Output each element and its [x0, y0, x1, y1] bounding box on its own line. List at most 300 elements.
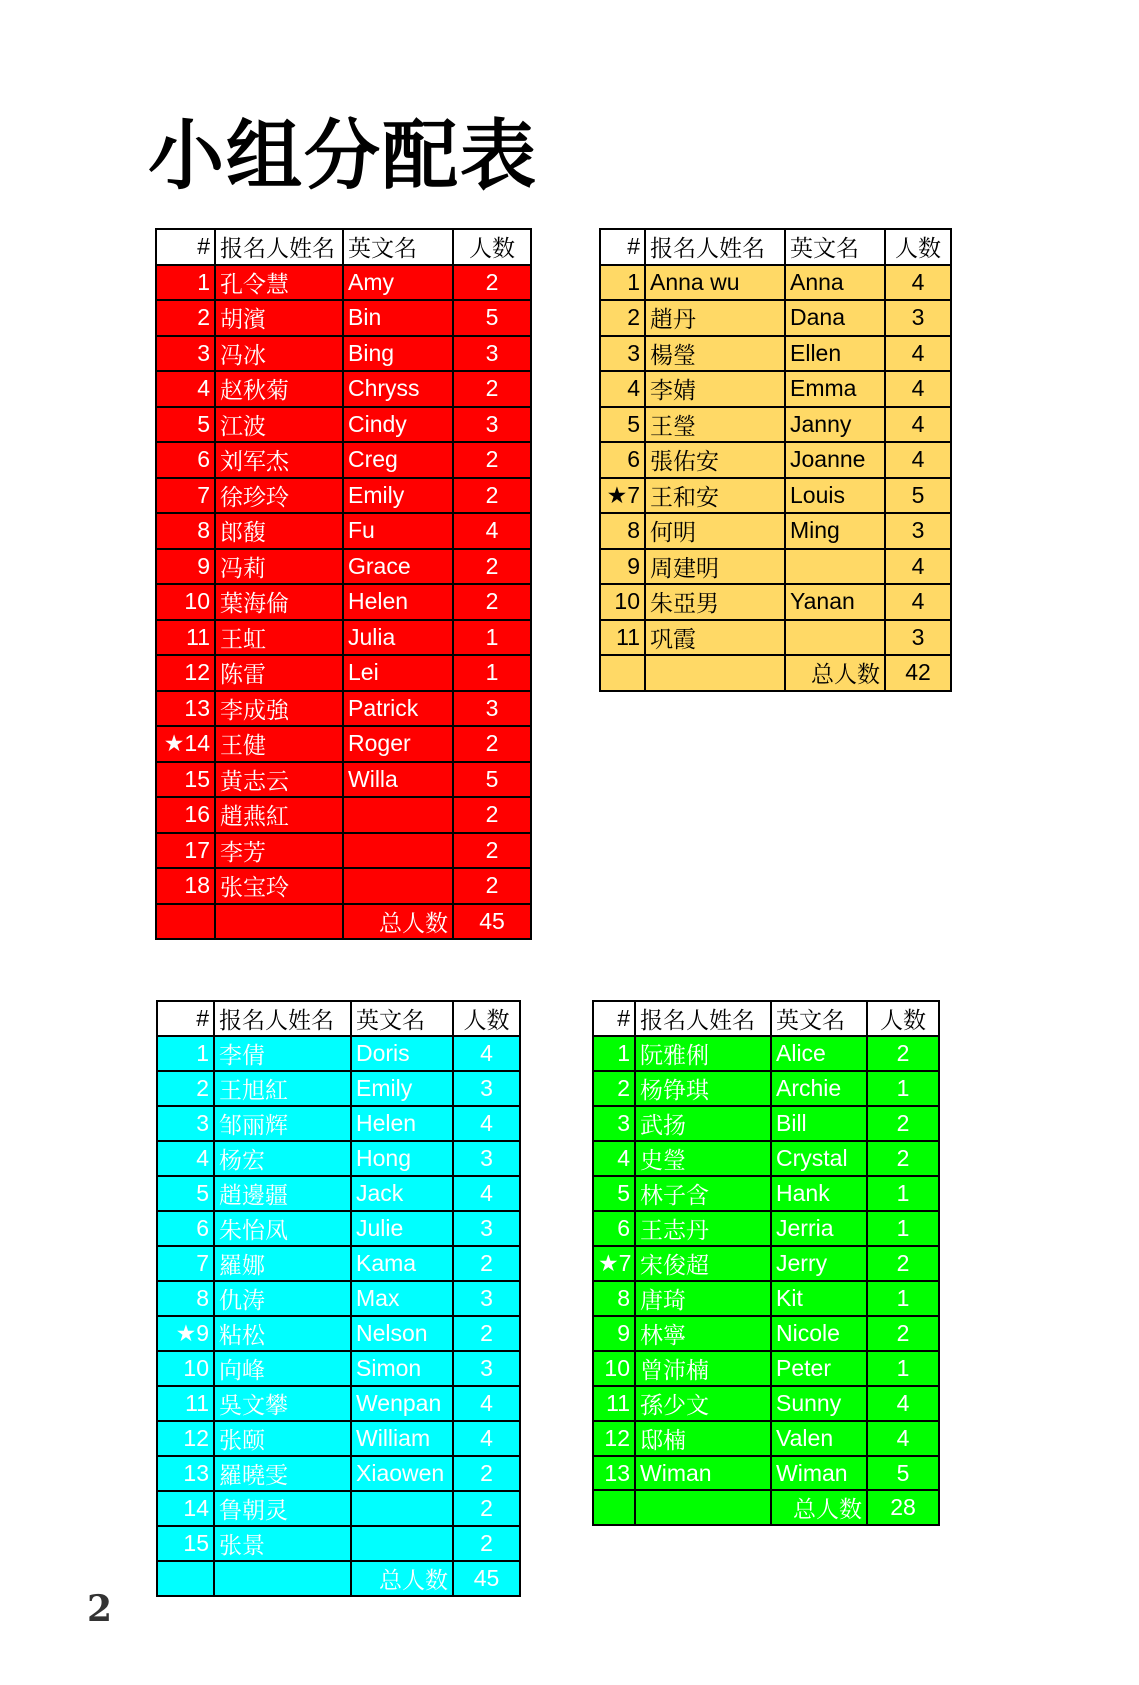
- header-count: 人数: [453, 1001, 520, 1036]
- people-count: 2: [453, 833, 531, 869]
- table-header-row: [156, 229, 531, 265]
- table-row: [600, 300, 951, 336]
- total-empty-cell: [214, 1561, 351, 1596]
- english-name: Alice: [771, 1036, 867, 1071]
- english-name: Yanan: [785, 584, 885, 620]
- row-number: 6: [600, 442, 645, 478]
- registrant-name: 李倩: [214, 1036, 351, 1071]
- english-name: Nelson: [351, 1316, 453, 1351]
- people-count: 2: [453, 584, 531, 620]
- registrant-name: 王健: [215, 726, 343, 762]
- english-name: Lei: [343, 655, 453, 691]
- english-name: Emma: [785, 371, 885, 407]
- registrant-name: 粘松: [214, 1316, 351, 1351]
- english-name: Hank: [771, 1176, 867, 1211]
- registrant-name: 林子含: [635, 1176, 771, 1211]
- registrant-name: 李成強: [215, 691, 343, 727]
- people-count: 4: [453, 1421, 520, 1456]
- english-name: Helen: [351, 1106, 453, 1141]
- people-count: 3: [453, 691, 531, 727]
- english-name: Xiaowen: [351, 1456, 453, 1491]
- people-count: 3: [885, 513, 951, 549]
- table-row: [593, 1351, 939, 1386]
- row-number: 9: [156, 549, 215, 585]
- table-row: [593, 1211, 939, 1246]
- total-empty-cell: [215, 904, 343, 940]
- row-number: 8: [600, 513, 645, 549]
- english-name: Helen: [343, 584, 453, 620]
- english-name: Louis: [785, 478, 885, 514]
- group-table-red: [155, 228, 532, 940]
- total-count: 45: [453, 1561, 520, 1596]
- english-name: [343, 797, 453, 833]
- people-count: 4: [885, 442, 951, 478]
- row-number: 12: [593, 1421, 635, 1456]
- people-count: 4: [453, 1386, 520, 1421]
- people-count: 2: [453, 1316, 520, 1351]
- table-row: [156, 833, 531, 869]
- row-number: 9: [593, 1316, 635, 1351]
- row-number: 10: [157, 1351, 214, 1386]
- row-number: 1: [156, 265, 215, 301]
- registrant-name: 王瑩: [645, 407, 785, 443]
- english-name: Chryss: [343, 371, 453, 407]
- registrant-name: 邸楠: [635, 1421, 771, 1456]
- people-count: 2: [453, 549, 531, 585]
- people-count: 1: [867, 1281, 939, 1316]
- english-name: Simon: [351, 1351, 453, 1386]
- row-number: 16: [156, 797, 215, 833]
- table-row: [156, 762, 531, 798]
- total-row: [593, 1490, 939, 1525]
- english-name: Hong: [351, 1141, 453, 1176]
- header-english: 英文名: [771, 1001, 867, 1036]
- people-count: 4: [885, 371, 951, 407]
- registrant-name: 阮雅俐: [635, 1036, 771, 1071]
- row-number: 1: [593, 1036, 635, 1071]
- table-row: [157, 1071, 520, 1106]
- row-number: 13: [593, 1456, 635, 1490]
- people-count: 3: [453, 1351, 520, 1386]
- table-row: [593, 1106, 939, 1141]
- english-name: Willa: [343, 762, 453, 798]
- english-name: [343, 868, 453, 904]
- table-row: [157, 1036, 520, 1071]
- people-count: 4: [453, 513, 531, 549]
- people-count: 4: [885, 407, 951, 443]
- group-table-yellow: [599, 228, 952, 692]
- row-number: 3: [600, 336, 645, 372]
- people-count: 5: [453, 762, 531, 798]
- english-name: Emily: [343, 478, 453, 514]
- english-name: Cindy: [343, 407, 453, 443]
- people-count: 2: [453, 371, 531, 407]
- table-row: [593, 1281, 939, 1316]
- table-row: [156, 797, 531, 833]
- english-name: Jack: [351, 1176, 453, 1211]
- english-name: Nicole: [771, 1316, 867, 1351]
- header-name: 报名人姓名: [214, 1001, 351, 1036]
- row-number: 5: [600, 407, 645, 443]
- registrant-name: 楊瑩: [645, 336, 785, 372]
- people-count: 1: [867, 1211, 939, 1246]
- registrant-name: 趙邊疆: [214, 1176, 351, 1211]
- row-number: 9: [600, 549, 645, 585]
- table-row: [157, 1491, 520, 1526]
- table-row: [593, 1246, 939, 1281]
- people-count: 1: [867, 1071, 939, 1106]
- row-number: 12: [157, 1421, 214, 1456]
- english-name: Julie: [351, 1211, 453, 1246]
- header-count: 人数: [885, 229, 951, 265]
- registrant-name: 吳文攀: [214, 1386, 351, 1421]
- registrant-name: 胡濱: [215, 300, 343, 336]
- table-row: [156, 336, 531, 372]
- people-count: 5: [867, 1456, 939, 1490]
- row-number: 10: [600, 584, 645, 620]
- people-count: 2: [867, 1246, 939, 1281]
- total-empty-cell: [156, 904, 215, 940]
- table-row: [593, 1176, 939, 1211]
- header-num: #: [156, 229, 215, 265]
- registrant-name: 张宝玲: [215, 868, 343, 904]
- english-name: Grace: [343, 549, 453, 585]
- people-count: 3: [453, 1071, 520, 1106]
- registrant-name: 張佑安: [645, 442, 785, 478]
- english-name: Emily: [351, 1071, 453, 1106]
- row-number: 14: [157, 1491, 214, 1526]
- english-name: [343, 833, 453, 869]
- registrant-name: 趙燕紅: [215, 797, 343, 833]
- registrant-name: Anna wu: [645, 265, 785, 301]
- english-name: Joanne: [785, 442, 885, 478]
- english-name: Sunny: [771, 1386, 867, 1421]
- registrant-name: 武扬: [635, 1106, 771, 1141]
- table-row: [593, 1316, 939, 1351]
- english-name: Crystal: [771, 1141, 867, 1176]
- row-number: 5: [157, 1176, 214, 1211]
- table-row: [600, 478, 951, 514]
- table-row: [157, 1211, 520, 1246]
- row-number: 10: [156, 584, 215, 620]
- row-number: 2: [600, 300, 645, 336]
- registrant-name: 孔令慧: [215, 265, 343, 301]
- total-empty-cell: [635, 1490, 771, 1525]
- row-number: 4: [157, 1141, 214, 1176]
- people-count: 4: [885, 265, 951, 301]
- table-header-row: [600, 229, 951, 265]
- table-row: [600, 407, 951, 443]
- table-row: [157, 1386, 520, 1421]
- registrant-name: 黄志云: [215, 762, 343, 798]
- table-row: [156, 371, 531, 407]
- table-row: [156, 549, 531, 585]
- row-number: 7: [157, 1246, 214, 1281]
- registrant-name: 何明: [645, 513, 785, 549]
- table-row: [593, 1456, 939, 1490]
- total-count: 28: [867, 1490, 939, 1525]
- people-count: 2: [453, 442, 531, 478]
- table-row: [157, 1176, 520, 1211]
- header-english: 英文名: [351, 1001, 453, 1036]
- english-name: Julia: [343, 620, 453, 656]
- people-count: 3: [453, 1211, 520, 1246]
- people-count: 3: [885, 300, 951, 336]
- english-name: Anna: [785, 265, 885, 301]
- table-header-row: [157, 1001, 520, 1036]
- row-number: 7: [156, 478, 215, 514]
- row-number: 5: [593, 1176, 635, 1211]
- registrant-name: 冯冰: [215, 336, 343, 372]
- english-name: Peter: [771, 1351, 867, 1386]
- table-row: [156, 868, 531, 904]
- people-count: 2: [453, 1491, 520, 1526]
- english-name: Roger: [343, 726, 453, 762]
- table-row: [157, 1351, 520, 1386]
- table-row: [600, 371, 951, 407]
- header-num: #: [600, 229, 645, 265]
- people-count: 1: [453, 655, 531, 691]
- row-number: 10: [593, 1351, 635, 1386]
- table-row: [600, 513, 951, 549]
- people-count: 4: [867, 1386, 939, 1421]
- table-row: [156, 584, 531, 620]
- english-name: Kama: [351, 1246, 453, 1281]
- english-name: Fu: [343, 513, 453, 549]
- people-count: 4: [453, 1036, 520, 1071]
- english-name: Bill: [771, 1106, 867, 1141]
- row-number: 6: [156, 442, 215, 478]
- registrant-name: 鲁朝灵: [214, 1491, 351, 1526]
- registrant-name: 李芳: [215, 833, 343, 869]
- row-number: 17: [156, 833, 215, 869]
- row-number: 11: [600, 620, 645, 656]
- registrant-name: 陈雷: [215, 655, 343, 691]
- table-row: [600, 442, 951, 478]
- row-number: 2: [156, 300, 215, 336]
- english-name: William: [351, 1421, 453, 1456]
- row-number: 8: [156, 513, 215, 549]
- header-name: 报名人姓名: [635, 1001, 771, 1036]
- people-count: 3: [453, 336, 531, 372]
- people-count: 4: [885, 549, 951, 585]
- english-name: Creg: [343, 442, 453, 478]
- total-empty-cell: [593, 1490, 635, 1525]
- registrant-name: 李婧: [645, 371, 785, 407]
- people-count: 1: [867, 1351, 939, 1386]
- people-count: 3: [885, 620, 951, 656]
- people-count: 5: [885, 478, 951, 514]
- registrant-name: 冯莉: [215, 549, 343, 585]
- registrant-name: 徐珍玲: [215, 478, 343, 514]
- table-row: [593, 1421, 939, 1456]
- english-name: Jerria: [771, 1211, 867, 1246]
- table-row: [156, 620, 531, 656]
- total-count: 42: [885, 655, 951, 691]
- table-row: [157, 1316, 520, 1351]
- row-number: 3: [156, 336, 215, 372]
- group-table-cyan: [156, 1000, 521, 1597]
- registrant-name: Wiman: [635, 1456, 771, 1490]
- table-row: [157, 1281, 520, 1316]
- english-name: Wenpan: [351, 1386, 453, 1421]
- header-english: 英文名: [785, 229, 885, 265]
- page-number: 2: [87, 1588, 113, 1630]
- people-count: 4: [867, 1421, 939, 1456]
- table-row: [156, 300, 531, 336]
- registrant-name: 杨铮琪: [635, 1071, 771, 1106]
- people-count: 2: [867, 1141, 939, 1176]
- total-label: 总人数: [343, 904, 453, 940]
- page-title: 小组分配表: [148, 111, 538, 200]
- registrant-name: 向峰: [214, 1351, 351, 1386]
- registrant-name: 羅娜: [214, 1246, 351, 1281]
- people-count: 2: [453, 265, 531, 301]
- table-row: [593, 1071, 939, 1106]
- row-number: 13: [157, 1456, 214, 1491]
- total-empty-cell: [600, 655, 645, 691]
- registrant-name: 张景: [214, 1526, 351, 1561]
- total-count: 45: [453, 904, 531, 940]
- row-number: 2: [593, 1071, 635, 1106]
- people-count: 4: [885, 584, 951, 620]
- table-row: [156, 655, 531, 691]
- table-row: [157, 1421, 520, 1456]
- english-name: Kit: [771, 1281, 867, 1316]
- people-count: 2: [453, 1246, 520, 1281]
- english-name: Patrick: [343, 691, 453, 727]
- table-row: [156, 442, 531, 478]
- people-count: 2: [453, 1526, 520, 1561]
- registrant-name: 周建明: [645, 549, 785, 585]
- english-name: Max: [351, 1281, 453, 1316]
- english-name: Amy: [343, 265, 453, 301]
- table-row: [157, 1106, 520, 1141]
- table-row: [600, 620, 951, 656]
- english-name: Ming: [785, 513, 885, 549]
- people-count: 5: [453, 300, 531, 336]
- people-count: 2: [867, 1036, 939, 1071]
- english-name: Janny: [785, 407, 885, 443]
- registrant-name: 张颐: [214, 1421, 351, 1456]
- registrant-name: 趙丹: [645, 300, 785, 336]
- row-number: 1: [600, 265, 645, 301]
- people-count: 2: [867, 1316, 939, 1351]
- header-num: #: [157, 1001, 214, 1036]
- people-count: 4: [453, 1106, 520, 1141]
- table-row: [157, 1246, 520, 1281]
- group-table-green: [592, 1000, 940, 1526]
- row-number: 11: [593, 1386, 635, 1421]
- english-name: Doris: [351, 1036, 453, 1071]
- total-empty-cell: [645, 655, 785, 691]
- registrant-name: 王和安: [645, 478, 785, 514]
- row-number: 8: [593, 1281, 635, 1316]
- table-row: [156, 265, 531, 301]
- total-label: 总人数: [771, 1490, 867, 1525]
- registrant-name: 刘军杰: [215, 442, 343, 478]
- people-count: 2: [453, 868, 531, 904]
- row-number: 8: [157, 1281, 214, 1316]
- people-count: 2: [453, 478, 531, 514]
- table-header-row: [593, 1001, 939, 1036]
- english-name: Dana: [785, 300, 885, 336]
- row-number: 4: [156, 371, 215, 407]
- row-number: 15: [156, 762, 215, 798]
- table-row: [600, 549, 951, 585]
- registrant-name: 江波: [215, 407, 343, 443]
- row-number: 6: [593, 1211, 635, 1246]
- header-count: 人数: [453, 229, 531, 265]
- registrant-name: 曾沛楠: [635, 1351, 771, 1386]
- registrant-name: 邹丽辉: [214, 1106, 351, 1141]
- registrant-name: 林寧: [635, 1316, 771, 1351]
- table-row: [156, 691, 531, 727]
- english-name: Valen: [771, 1421, 867, 1456]
- people-count: 4: [453, 1176, 520, 1211]
- people-count: 3: [453, 1281, 520, 1316]
- registrant-name: 王旭紅: [214, 1071, 351, 1106]
- row-number: 4: [600, 371, 645, 407]
- registrant-name: 赵秋菊: [215, 371, 343, 407]
- registrant-name: 王虹: [215, 620, 343, 656]
- table-row: [600, 265, 951, 301]
- row-number: 11: [157, 1386, 214, 1421]
- english-name: Jerry: [771, 1246, 867, 1281]
- people-count: 2: [453, 1456, 520, 1491]
- table-row: [157, 1141, 520, 1176]
- total-row: [600, 655, 951, 691]
- total-label: 总人数: [785, 655, 885, 691]
- row-number: 3: [593, 1106, 635, 1141]
- people-count: 3: [453, 1141, 520, 1176]
- english-name: Bing: [343, 336, 453, 372]
- row-number: 4: [593, 1141, 635, 1176]
- registrant-name: 巩霞: [645, 620, 785, 656]
- header-name: 报名人姓名: [215, 229, 343, 265]
- table-row: [157, 1456, 520, 1491]
- row-number: 6: [157, 1211, 214, 1246]
- table-row: [593, 1141, 939, 1176]
- registrant-name: 宋俊超: [635, 1246, 771, 1281]
- table-row: [600, 336, 951, 372]
- total-row: [157, 1561, 520, 1596]
- table-row: [156, 407, 531, 443]
- header-english: 英文名: [343, 229, 453, 265]
- people-count: 1: [453, 620, 531, 656]
- english-name: [351, 1526, 453, 1561]
- registrant-name: 孫少文: [635, 1386, 771, 1421]
- registrant-name: 杨宏: [214, 1141, 351, 1176]
- people-count: 2: [453, 797, 531, 833]
- registrant-name: 朱怡凤: [214, 1211, 351, 1246]
- total-row: [156, 904, 531, 940]
- people-count: 2: [453, 726, 531, 762]
- table-row: [156, 478, 531, 514]
- people-count: 3: [453, 407, 531, 443]
- registrant-name: 郎馥: [215, 513, 343, 549]
- registrant-name: 羅曉雯: [214, 1456, 351, 1491]
- table-row: [593, 1386, 939, 1421]
- total-label: 总人数: [351, 1561, 453, 1596]
- row-number: 13: [156, 691, 215, 727]
- row-number: 18: [156, 868, 215, 904]
- english-name: Bin: [343, 300, 453, 336]
- row-number: ★7: [600, 478, 645, 514]
- row-number: ★14: [156, 726, 215, 762]
- people-count: 1: [867, 1176, 939, 1211]
- english-name: Ellen: [785, 336, 885, 372]
